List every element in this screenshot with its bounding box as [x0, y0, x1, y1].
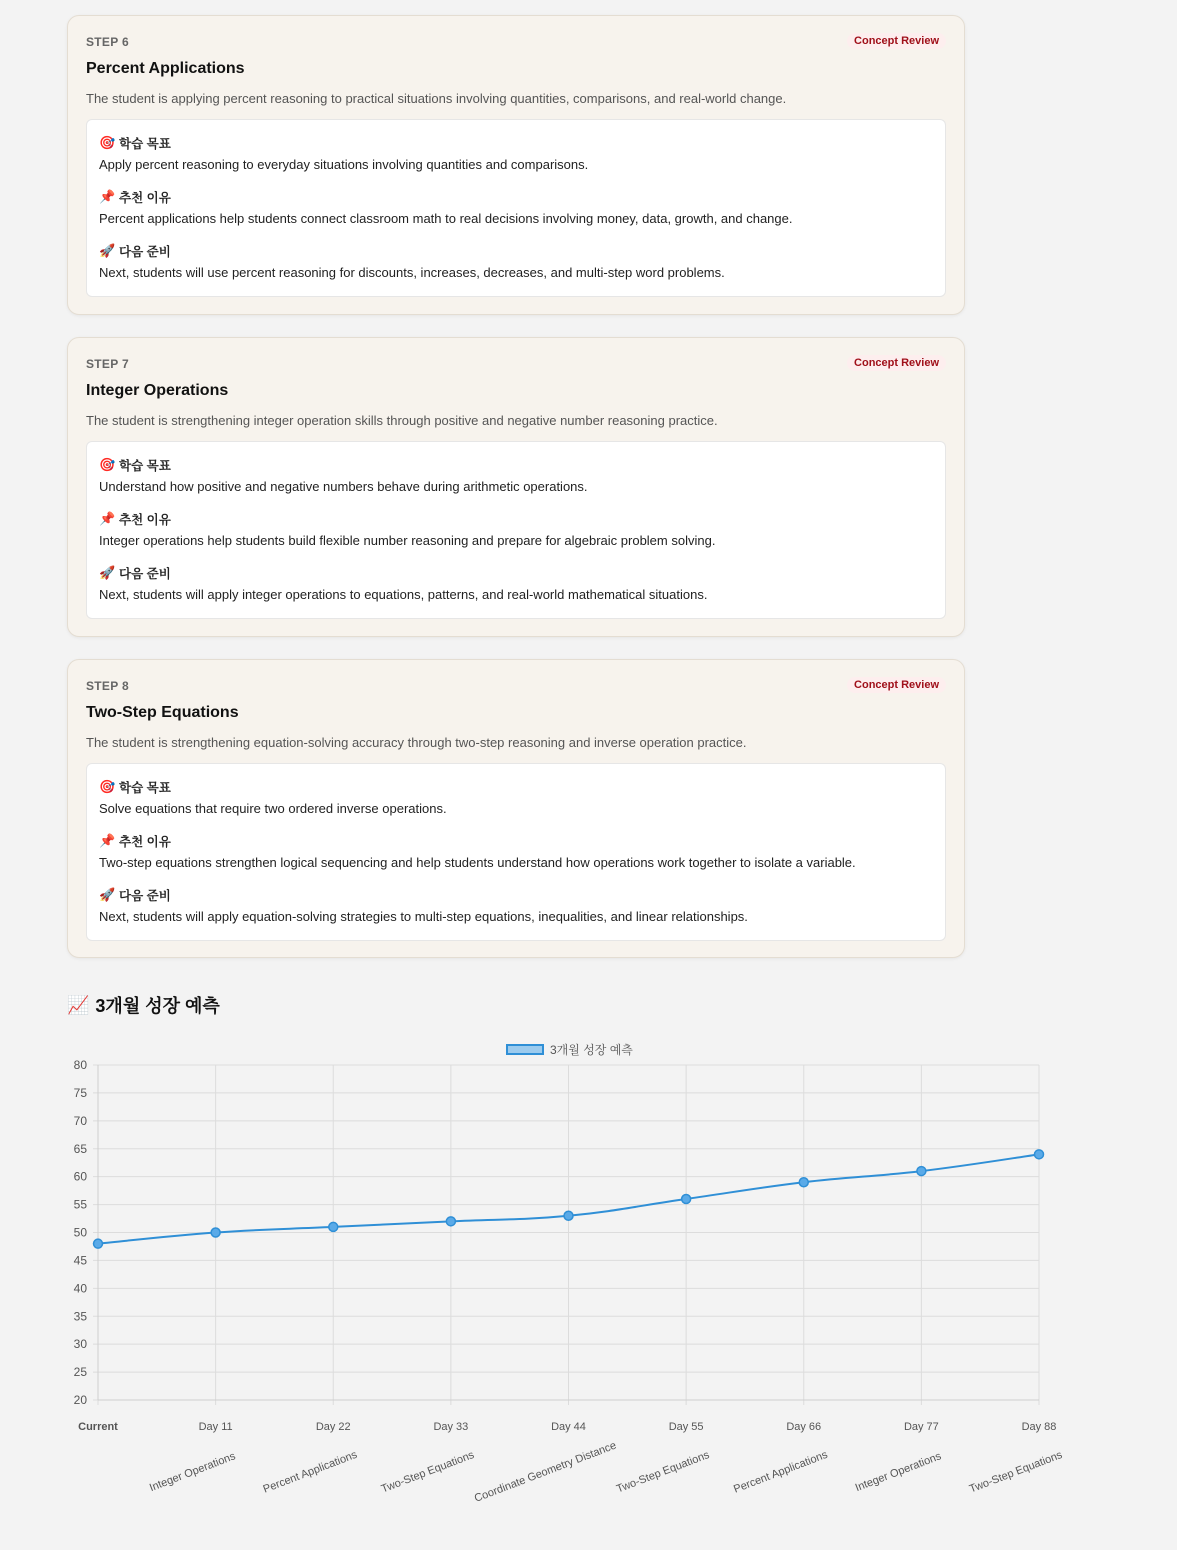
x-topic-label: Two-Step Equations [379, 1448, 476, 1496]
x-tick-label: Day 44 [551, 1421, 586, 1433]
y-tick-label: 50 [73, 1225, 87, 1240]
next-heading: 🚀 다음 준비 [99, 887, 171, 903]
y-tick-label: 25 [73, 1365, 87, 1380]
rocket-icon: 🚀 [99, 243, 116, 258]
x-topic-label: Percent Applications [731, 1448, 830, 1496]
pushpin-icon: 📌 [99, 833, 116, 848]
card-description: The student is strengthening equation-solving accuracy through two-step reasoning and inverse operation practice. [86, 735, 747, 750]
step-label: STEP 7 [86, 357, 129, 371]
data-point [1035, 1150, 1044, 1159]
data-point [799, 1178, 808, 1187]
goal-text: Apply percent reasoning to everyday situations involving quantities and comparisons. [99, 157, 589, 172]
data-point [917, 1167, 926, 1176]
pushpin-icon: 📌 [99, 511, 116, 526]
card-title: Two-Step Equations [86, 704, 239, 721]
data-point [446, 1217, 455, 1226]
data-point [682, 1195, 691, 1204]
x-tick-label: Day 22 [315, 1421, 351, 1433]
target-icon: 🎯 [99, 779, 116, 794]
chart-increasing-icon: 📈 [67, 994, 90, 1015]
y-tick-label: 60 [73, 1169, 87, 1184]
x-tick-label: Day 66 [786, 1421, 822, 1433]
x-topic-label: Two-Step Equations [967, 1448, 1065, 1496]
growth-heading [67, 992, 220, 1018]
y-tick-label: 20 [73, 1393, 87, 1407]
reason-text: Two-step equations strengthen logical sequencing and help students understand how operations work together to isolate a variable. [99, 855, 856, 870]
target-icon: 🎯 [99, 457, 116, 472]
next-heading: 🚀 다음 준비 [99, 243, 171, 259]
rocket-icon: 🚀 [99, 887, 116, 902]
x-topic-label: Two-Step Equations [614, 1448, 712, 1496]
x-tick-label: Day 77 [903, 1421, 939, 1433]
y-tick-label: 75 [73, 1085, 87, 1100]
card-title: Integer Operations [86, 382, 229, 399]
card-description: The student is strengthening integer operation skills through positive and negative number reasoning practice. [86, 413, 718, 428]
y-tick-label: 30 [73, 1337, 87, 1352]
step-label: STEP 6 [86, 35, 129, 49]
step-card [67, 659, 965, 958]
reason-text: Integer operations help students build flexible number reasoning and prepare for algebraic problem solving. [99, 533, 716, 548]
next-text: Next, students will use percent reasoning for discounts, increases, decreases, and multi-step word problems. [99, 265, 725, 280]
card-title: Percent Applications [86, 60, 245, 77]
data-point [329, 1222, 338, 1231]
y-tick-label: 40 [73, 1281, 87, 1296]
status-badge: Concept Review [847, 355, 946, 371]
step-card [67, 337, 965, 637]
card-details [86, 763, 946, 941]
goal-heading: 🎯 학습 목표 [99, 457, 171, 473]
data-point [564, 1211, 573, 1220]
target-icon: 🎯 [99, 135, 116, 150]
x-topic-label: Integer Operations [147, 1450, 238, 1495]
x-tick-label: Day 55 [668, 1421, 704, 1433]
x-tick-label: Day 11 [198, 1421, 233, 1433]
legend-swatch [506, 1044, 544, 1055]
card-details [86, 119, 946, 297]
x-tick-label: Day 33 [433, 1421, 469, 1433]
reason-heading: 📌 추천 이유 [99, 189, 171, 205]
data-point [94, 1239, 103, 1248]
step-label: STEP 8 [86, 679, 129, 693]
x-tick-label: Current [78, 1421, 118, 1433]
y-tick-label: 70 [73, 1113, 87, 1128]
growth-chart [0, 1055, 1177, 1535]
goal-heading: 🎯 학습 목표 [99, 779, 171, 795]
goal-heading: 🎯 학습 목표 [99, 135, 171, 151]
y-tick-label: 35 [73, 1309, 87, 1324]
reason-heading: 📌 추천 이유 [99, 833, 171, 849]
growth-heading-text: 3개월 성장 예측 [95, 996, 220, 1016]
next-heading: 🚀 다음 준비 [99, 565, 171, 581]
next-text: Next, students will apply equation-solving strategies to multi-step equations, inequalities, and linear relationships. [99, 909, 748, 924]
reason-heading: 📌 추천 이유 [99, 511, 171, 527]
pushpin-icon: 📌 [99, 189, 116, 204]
card-description: The student is applying percent reasoning to practical situations involving quantities, comparisons, and real-world change. [86, 91, 787, 106]
status-badge: Concept Review [847, 33, 946, 49]
y-tick-label: 80 [73, 1058, 87, 1072]
next-text: Next, students will apply integer operations to equations, patterns, and real-world mathematical situations. [99, 587, 708, 602]
goal-text: Understand how positive and negative numbers behave during arithmetic operations. [99, 479, 588, 494]
card-details [86, 441, 946, 619]
status-badge: Concept Review [847, 677, 946, 693]
legend-label: 3개월 성장 예측 [550, 1043, 633, 1057]
step-card [67, 15, 965, 315]
goal-text: Solve equations that require two ordered inverse operations. [99, 801, 447, 816]
reason-text: Percent applications help students connect classroom math to real decisions involving money, data, growth, and change. [99, 211, 793, 226]
data-point [211, 1228, 220, 1237]
x-topic-label: Percent Applications [261, 1448, 359, 1496]
y-tick-label: 45 [73, 1253, 87, 1268]
rocket-icon: 🚀 [99, 565, 116, 580]
y-tick-label: 55 [73, 1197, 87, 1212]
x-tick-label: Day 88 [1021, 1421, 1057, 1433]
y-tick-label: 65 [73, 1141, 87, 1156]
x-topic-label: Coordinate Geometry Distance [472, 1439, 619, 1505]
x-topic-label: Integer Operations [853, 1450, 943, 1495]
